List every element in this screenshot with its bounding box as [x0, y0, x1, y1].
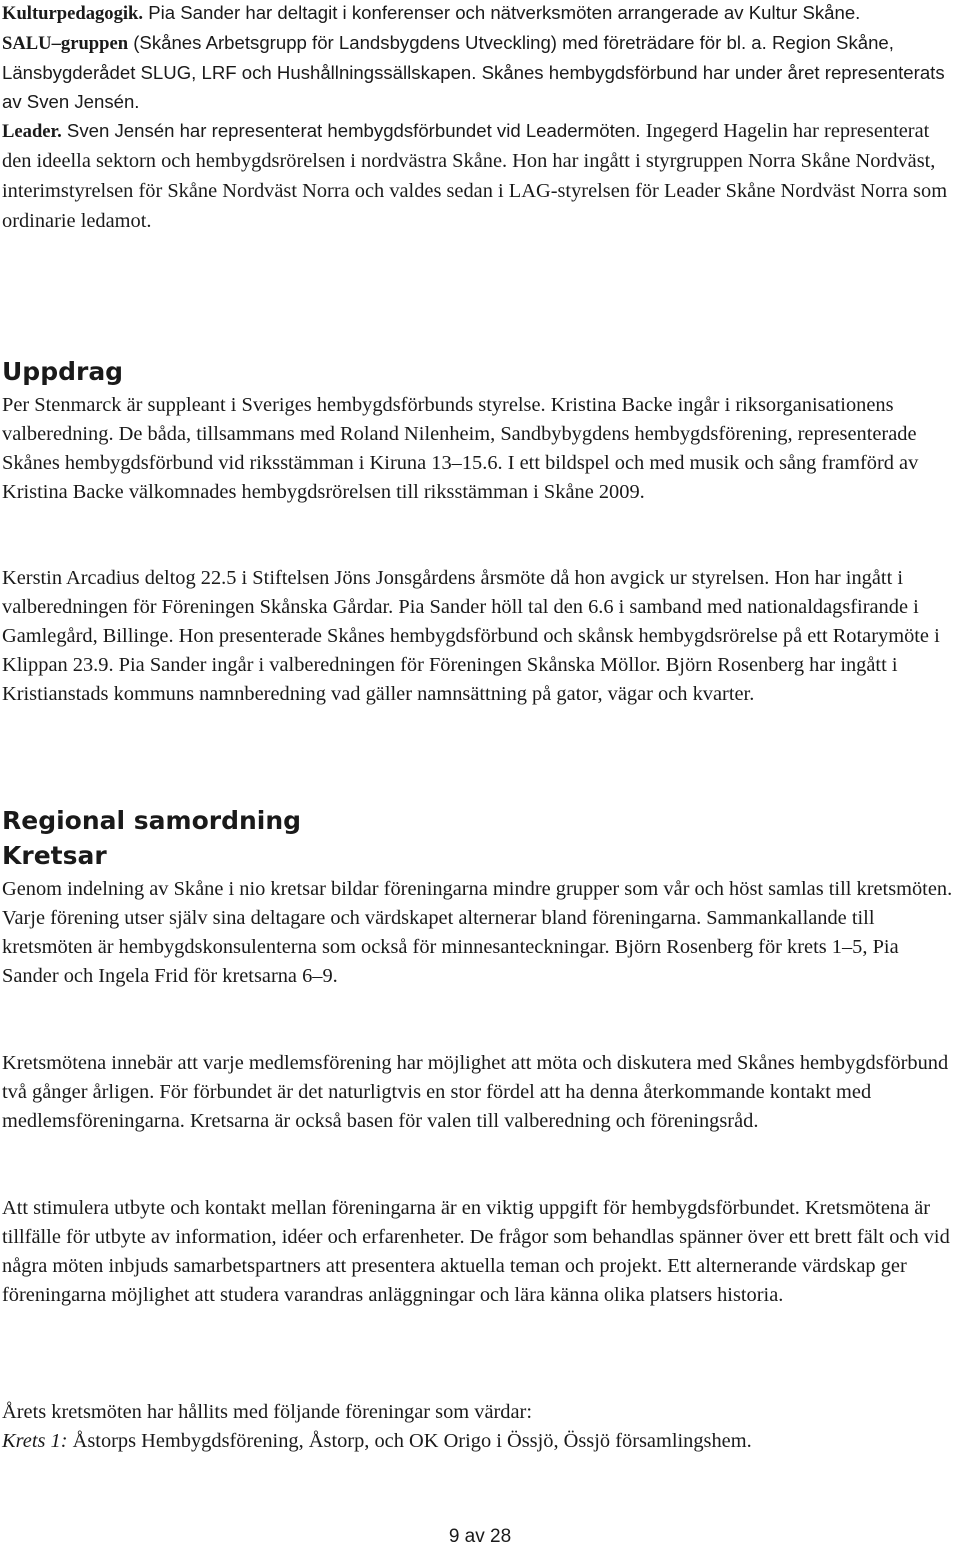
leader-label: Leader. — [2, 121, 62, 142]
krets1-label: Krets 1: — [2, 1430, 68, 1452]
kretsar-paragraph-2: Kretsmötena innebär att varje medlemsförening har möjlighet att möta och diskutera med Skånes hembygdsförbund två gånger årligen. För förbundet är det naturligtvis en stor fördel att ha denna återkommande kontakt med medlemsföreningarna. Kretsarna är också basen för valen till valberedning och föreningsråd. — [2, 1052, 949, 1132]
page-number: 9 av 28 — [448, 1526, 512, 1547]
salu-text: (Skånes Arbetsgrupp för Landsbygdens Utveckling) med företrädare för bl. a. Region Skåne, Länsbygderådet SLUG, LRF och Hushållningssällskapen. Skånes hembygdsförbund har under året representerats av Sven Jensén. — [2, 32, 945, 112]
uppdrag-paragraph-1: Per Stenmarck är suppleant i Sveriges hembygdsförbunds styrelse. Kristina Backe ingår i riksorganisationens valberedning. De båda, tillsammans med Roland Nilenheim, Sandbybygdens hembygdsförening, representerade Skånes hembygdsförbund vid riksstämman i Kiruna 13–15.6. I ett bildspel och med musik och sång framförd av Kristina Backe välkomnades hembygdsrörelsen till riksstämman i Skåne 2009. — [2, 394, 919, 503]
kretsar-heading: Kretsar — [2, 841, 107, 870]
uppdrag-paragraph-2: Kerstin Arcadius deltog 22.5 i Stiftelsen Jöns Jonsgårdens årsmöte då hon avgick ur styrelsen. Hon har ingått i valberedningen för Föreningen Skånska Gårdar. Pia Sander höll tal den 6.6 i samband med nationaldagsfirande i Gamlegård, Billinge. Hon presenterade Skånes hembygdsförbund och skånsk hembygdsrörelse på ett Rotarymöte i Klippan 23.9. Pia Sander ingår i valberedningen för Föreningen Skånska Möllor. Björn Rosenberg har ingått i Kristianstads kommuns namnberedning vad gäller namnsättning på gator, vägar och kvarter. — [2, 567, 940, 705]
leader-text: Sven Jensén har representerat hembygdsförbundet vid Leadermöten. — [61, 120, 641, 141]
kulturpedagogik-text: Pia Sander har deltagit i konferenser och nätverksmöten arrangerade av Kultur Skåne. — [143, 2, 861, 23]
leader-text-2: Ingegerd Hagelin har representerat den ideella sektorn och hembygdsrörelsen i nordvästra Skåne. Hon har ingått i styrgruppen Norra Skåne Nordväst, interimstyrelsen för Skåne Nordväst Norra och valdes sedan i LAG-styrelsen för Leader Skåne Nordväst Norra som ordinarie ledamot. — [2, 120, 948, 232]
intro-paragraph — [2, 0, 954, 232]
salu-label: SALU–gruppen — [2, 33, 129, 54]
kulturpedagogik-label: Kulturpedagogik. — [2, 3, 144, 24]
kretsar-paragraph-1: Genom indelning av Skåne i nio kretsar bildar föreningarna mindre grupper som vår och höst samlas till kretsmöten. Varje förening utser själv sina deltagare och värdskapet alternerar bland föreningarna. Sammankallande till kretsmöten är hembygdskonsulenterna som också för minnesanteckningar. Björn Rosenberg för krets 1–5, Pia Sander och Ingela Frid för kretsarna 6–9. — [2, 878, 953, 987]
regional-heading: Regional samordning — [2, 806, 302, 835]
kretsmoten-intro: Årets kretsmöten har hållits med följande föreningar som värdar: — [2, 1401, 532, 1423]
kretsar-paragraph-3: Att stimulera utbyte och kontakt mellan föreningarna är en viktig uppgift för hembygdsförbundet. Kretsmötena är tillfälle för utbyte av information, idéer och erfarenheter. De frågor som behandlas spänner över ett brett fält och vid några möten inbjuds samarbetspartners att presentera aktuella teman och projekt. Ett alternerande värdskap ger föreningarna möjlighet att studera varandras anläggningar och lära känna olika platsers historia. — [2, 1197, 950, 1306]
krets1-text: Åstorps Hembygdsförening, Åstorp, och OK Origo i Össjö, Össjö församlingshem. — [67, 1430, 752, 1452]
uppdrag-heading: Uppdrag — [2, 357, 124, 386]
kretsar-paragraph-4 — [2, 1398, 954, 1456]
